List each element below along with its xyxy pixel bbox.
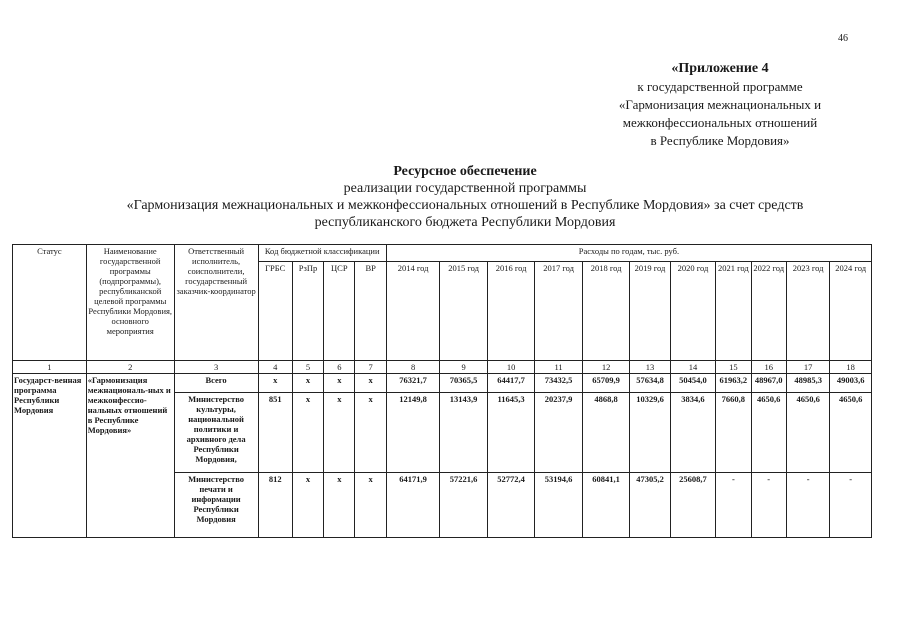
header-year-cell: 2014 год: [386, 262, 440, 361]
code-cell: x: [355, 374, 386, 393]
value-cell: -: [716, 473, 751, 538]
value-cell: 47305,2: [630, 473, 670, 538]
column-number-cell: 11: [535, 361, 582, 374]
value-cell: 13143,9: [440, 393, 487, 473]
value-cell: 76321,7: [386, 374, 440, 393]
value-cell: 73432,5: [535, 374, 582, 393]
appendix-line: к государственной программе: [637, 79, 803, 94]
appendix-block: [570, 60, 870, 150]
appendix-line: «Гармонизация межнациональных и: [618, 97, 822, 112]
header-code-cell: ГРБС: [258, 262, 292, 361]
page-number: 46: [838, 33, 848, 44]
column-number-cell: 8: [386, 361, 440, 374]
value-cell: 25608,7: [670, 473, 715, 538]
column-number-cell: 9: [440, 361, 487, 374]
value-cell: -: [830, 473, 872, 538]
value-cell: 4868,8: [582, 393, 629, 473]
column-number-cell: 1: [13, 361, 87, 374]
status-cell: Государст-венная программа Республики Мордовия: [13, 374, 87, 538]
heading-line: республиканского бюджета Республики Мордовия: [314, 215, 616, 230]
value-cell: 64171,9: [386, 473, 440, 538]
code-cell: x: [292, 374, 323, 393]
header-expenses: Расходы по годам, тыс. руб.: [386, 245, 871, 262]
header-year-cell: 2022 год: [751, 262, 786, 361]
document-heading: [60, 163, 870, 231]
appendix-title: «Приложение 4: [671, 61, 769, 76]
resource-table: [12, 244, 872, 538]
code-cell: x: [324, 374, 355, 393]
value-cell: 53194,6: [535, 473, 582, 538]
value-cell: 20237,9: [535, 393, 582, 473]
value-cell: 50454,0: [670, 374, 715, 393]
column-number-cell: 18: [830, 361, 872, 374]
column-number-cell: 6: [324, 361, 355, 374]
column-number-cell: 7: [355, 361, 386, 374]
header-responsible: Ответственный исполнитель, соисполнители, государственный заказчик-координатор: [174, 245, 258, 361]
column-number-cell: 10: [487, 361, 534, 374]
header-year-cell: 2015 год: [440, 262, 487, 361]
header-name: Наименование государственной программы (подпрограммы), республиканской целевой программы Республики Мордовия, основного мероприятия: [86, 245, 174, 361]
header-year-cell: 2024 год: [830, 262, 872, 361]
code-cell: x: [324, 473, 355, 538]
value-cell: 60841,1: [582, 473, 629, 538]
header-code-cell: ВР: [355, 262, 386, 361]
value-cell: 48985,3: [786, 374, 829, 393]
value-cell: 4650,6: [786, 393, 829, 473]
column-number-cell: 2: [86, 361, 174, 374]
header-year-cell: 2018 год: [582, 262, 629, 361]
header-code-cell: ЦСР: [324, 262, 355, 361]
code-cell: 812: [258, 473, 292, 538]
responsible-cell: Министерство печати и информации Республики Мордовия: [174, 473, 258, 538]
code-cell: x: [292, 473, 323, 538]
column-number-cell: 5: [292, 361, 323, 374]
value-cell: 11645,3: [487, 393, 534, 473]
header-status: Статус: [13, 245, 87, 361]
column-number-cell: 13: [630, 361, 670, 374]
value-cell: 7660,8: [716, 393, 751, 473]
code-cell: x: [324, 393, 355, 473]
header-year-cell: 2021 год: [716, 262, 751, 361]
program-name-cell: «Гармонизация межнациональ-ных и межконфессио-нальных отношений в Республике Мордовия»: [86, 374, 174, 538]
column-number-cell: 4: [258, 361, 292, 374]
column-number-cell: 17: [786, 361, 829, 374]
value-cell: 48967,0: [751, 374, 786, 393]
column-number-cell: 14: [670, 361, 715, 374]
column-numbers-row: [13, 361, 872, 374]
header-year-cell: 2016 год: [487, 262, 534, 361]
value-cell: 65709,9: [582, 374, 629, 393]
code-cell: x: [258, 374, 292, 393]
code-cell: 851: [258, 393, 292, 473]
code-cell: x: [355, 393, 386, 473]
value-cell: -: [786, 473, 829, 538]
value-cell: 52772,4: [487, 473, 534, 538]
value-cell: 4650,6: [830, 393, 872, 473]
header-year-cell: 2019 год: [630, 262, 670, 361]
value-cell: 61963,2: [716, 374, 751, 393]
value-cell: 3834,6: [670, 393, 715, 473]
value-cell: 10329,6: [630, 393, 670, 473]
column-number-cell: 16: [751, 361, 786, 374]
code-cell: x: [292, 393, 323, 473]
heading-title: Ресурсное обеспечение: [393, 164, 537, 179]
header-code-cell: РзПр: [292, 262, 323, 361]
table-row: [13, 374, 872, 393]
heading-line: «Гармонизация межнациональных и межконфессиональных отношений в Республике Мордовия» за счет средств: [126, 198, 804, 213]
column-number-cell: 3: [174, 361, 258, 374]
header-budget-code: Код бюджетной классификации: [258, 245, 386, 262]
header-year-cell: 2023 год: [786, 262, 829, 361]
value-cell: -: [751, 473, 786, 538]
heading-line: реализации государственной программы: [343, 181, 587, 196]
value-cell: 4650,6: [751, 393, 786, 473]
responsible-cell: Министерство культуры, национальной политики и архивного дела Республики Мордовия,: [174, 393, 258, 473]
code-cell: x: [355, 473, 386, 538]
header-year-cell: 2020 год: [670, 262, 715, 361]
value-cell: 49003,6: [830, 374, 872, 393]
value-cell: 57634,8: [630, 374, 670, 393]
value-cell: 57221,6: [440, 473, 487, 538]
appendix-line: в Республике Мордовия»: [650, 133, 790, 148]
column-number-cell: 12: [582, 361, 629, 374]
value-cell: 12149,8: [386, 393, 440, 473]
value-cell: 70365,5: [440, 374, 487, 393]
appendix-line: межконфессиональных отношений: [622, 115, 818, 130]
header-year-cell: 2017 год: [535, 262, 582, 361]
column-number-cell: 15: [716, 361, 751, 374]
responsible-cell: Всего: [174, 374, 258, 393]
value-cell: 64417,7: [487, 374, 534, 393]
